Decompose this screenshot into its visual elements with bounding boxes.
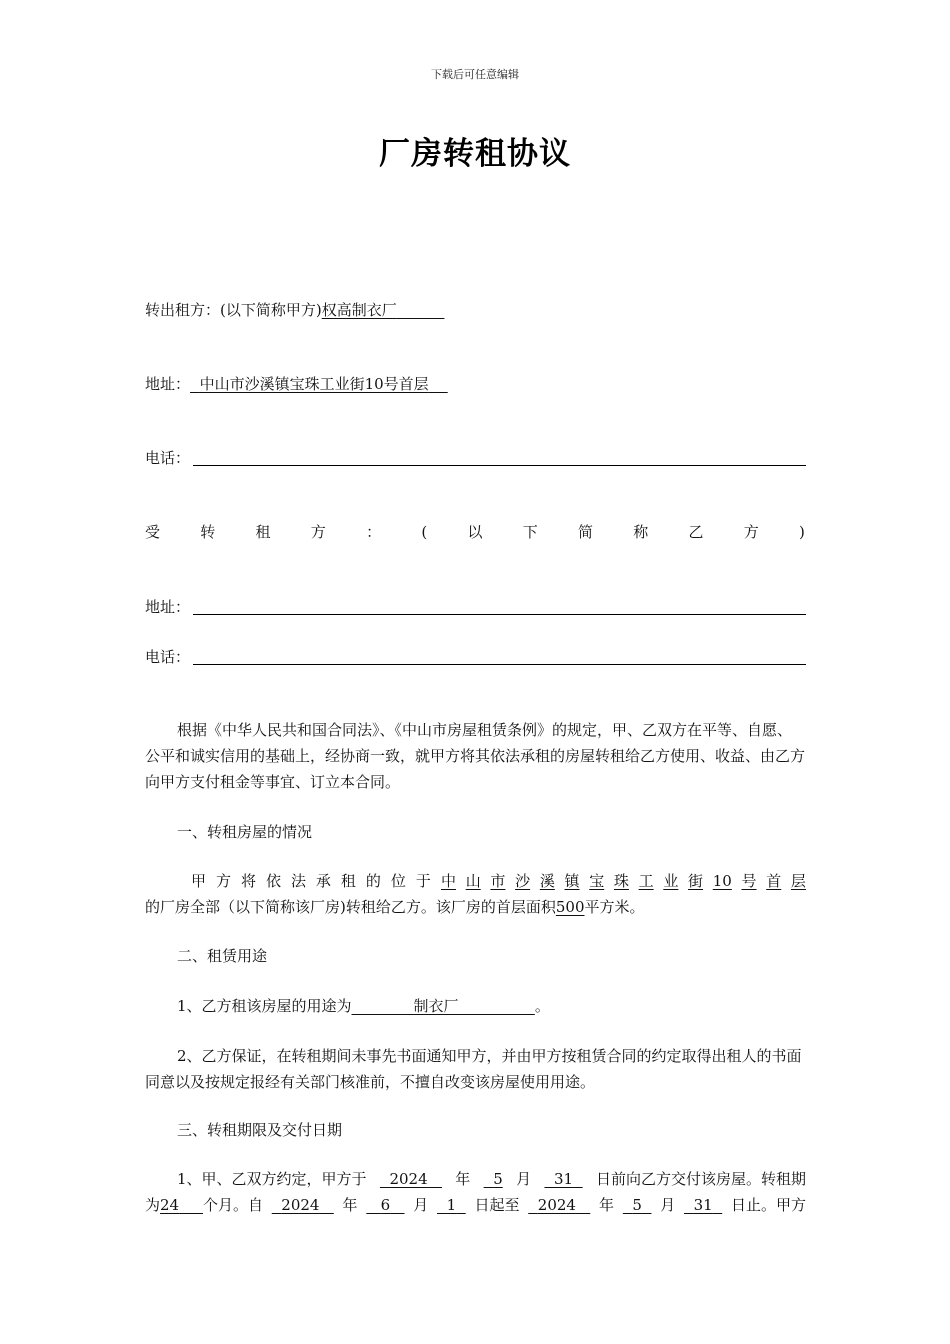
party-b-label-char: 下 [522,523,538,541]
section3-heading: 三、转租期限及交付日期 [177,1121,343,1139]
section1-line1 [145,868,806,894]
deliver-day: 31 [553,1170,574,1188]
document-title: 厂房转租协议 [379,136,571,172]
section1-lead-char: 将 [240,872,256,890]
section1-lead-char: 法 [290,872,306,890]
section1-location-char: 号 [741,872,757,890]
section1-line2-text: 的厂房全部（以下简称该厂房)转租给乙方。该厂房的首层面积 [145,898,556,916]
party-b-phone-blank [193,663,806,665]
section2-item2: 2、乙方保证，在转租期间未事先书面通知甲方，并由甲方按租赁合同的约定取得出租人的书面同意以及按规定报经有关部门核准前，不擅自改变该房屋使用用途。 [145,1047,802,1091]
end-day: 31 [693,1196,713,1214]
section3-line1: 1、甲、乙双方约定，甲方于 2024 年 5 月 31 日前向乙方交付该房屋。转租期 [145,1166,806,1192]
start-day: 1 [446,1196,457,1214]
section1-heading: 一、转租房屋的情况 [177,823,313,841]
party-b-address-label: 地址： [145,598,191,616]
section1-lead-char: 位 [390,872,406,890]
section1-location-char: 工 [638,872,654,890]
section1-location [441,868,806,894]
party-b-label-char: ： [366,523,382,541]
party-a-phone-label: 电话： [145,449,191,467]
section1-location-char: 山 [465,872,481,890]
end-month: 5 [632,1196,642,1214]
section2-heading: 二、租赁用途 [177,947,268,965]
section1-lead-char: 甲 [191,872,207,890]
section1-lead-text [145,868,431,894]
party-a-address: 中山市沙溪镇宝珠工业街10号首层 [199,375,429,393]
section1-area: 500 [555,898,585,916]
start-month: 6 [380,1196,391,1214]
party-b-label-char: 简 [577,523,593,541]
section1-location-char: 沙 [515,872,531,890]
section1-location-char: 镇 [564,872,580,890]
section2-usage: 制衣厂 [413,997,459,1015]
party-b-label-char: 转 [200,523,216,541]
section1-location-char: 首 [766,872,782,890]
party-a-phone-blank [193,464,806,466]
header-note: 下载后可任意编辑 [431,68,519,81]
party-a-address-line [145,374,448,394]
section1-area-unit: 平方米。 [584,898,645,916]
section3-paragraph [145,1166,806,1218]
end-year: 2024 [537,1196,576,1214]
section1-paragraph [145,868,806,920]
party-a-label: 转出租方：(以下简称甲方) [145,301,322,319]
section1-lead-char: 租 [340,872,356,890]
party-b-phone-label: 电话： [145,648,191,666]
section1-lead-char: 方 [215,872,231,890]
section1-location-char: 珠 [613,872,629,890]
section1-line2 [145,894,806,920]
party-b-label-char: 以 [467,523,483,541]
party-b-label-char: 租 [255,523,271,541]
start-year: 2024 [281,1196,320,1214]
section3-line2: 为24 个月。自 2024 年 6 月 1 日起至 2024 年 5 月 31 日止。甲方 [145,1192,806,1218]
party-a-name: 权高制衣厂 [321,301,397,319]
section1-location-char: 市 [490,872,506,890]
section1-lead-char: 于 [415,872,431,890]
party-b-label-char: 称 [633,523,649,541]
section1-location-char: 溪 [539,872,555,890]
party-b-label-char: ) [799,523,805,541]
party-b-label-char: 乙 [688,523,704,541]
section1-lead-char: 的 [365,872,381,890]
section1-location-char: 街 [688,872,704,890]
deliver-month: 5 [493,1170,503,1188]
party-b-label-char: ( [421,523,428,541]
section1-lead-char: 依 [265,872,281,890]
term-months: 24 [160,1196,180,1214]
party-b-label [145,522,805,542]
party-a-address-label: 地址： [145,375,191,393]
party-b-address-blank [193,613,806,615]
section1-lead-char: 承 [315,872,331,890]
section1-location-char: 中 [441,872,457,890]
preamble-paragraph: 根据《中华人民共和国合同法》、《中山市房屋租赁条例》的规定，甲、乙双方在平等、自愿、公平和诚实信用的基础上，经协商一致，就甲方将其依法承租的房屋转租给乙方使用、收益、由乙方向甲方支付租金等事宜、订立本合同。 [145,721,806,791]
section1-location-char: 10 [712,872,732,890]
section2-item1: 1、乙方租该房屋的用途为 制衣厂 。 [177,997,550,1015]
party-a-line [145,300,444,320]
party-b-label-char: 受 [145,523,161,541]
deliver-year: 2024 [389,1170,428,1188]
party-b-label-char: 方 [743,523,759,541]
section1-location-char: 层 [790,872,806,890]
section1-location-char: 业 [663,872,679,890]
section1-location-char: 宝 [589,872,605,890]
party-b-label-char: 方 [310,523,326,541]
